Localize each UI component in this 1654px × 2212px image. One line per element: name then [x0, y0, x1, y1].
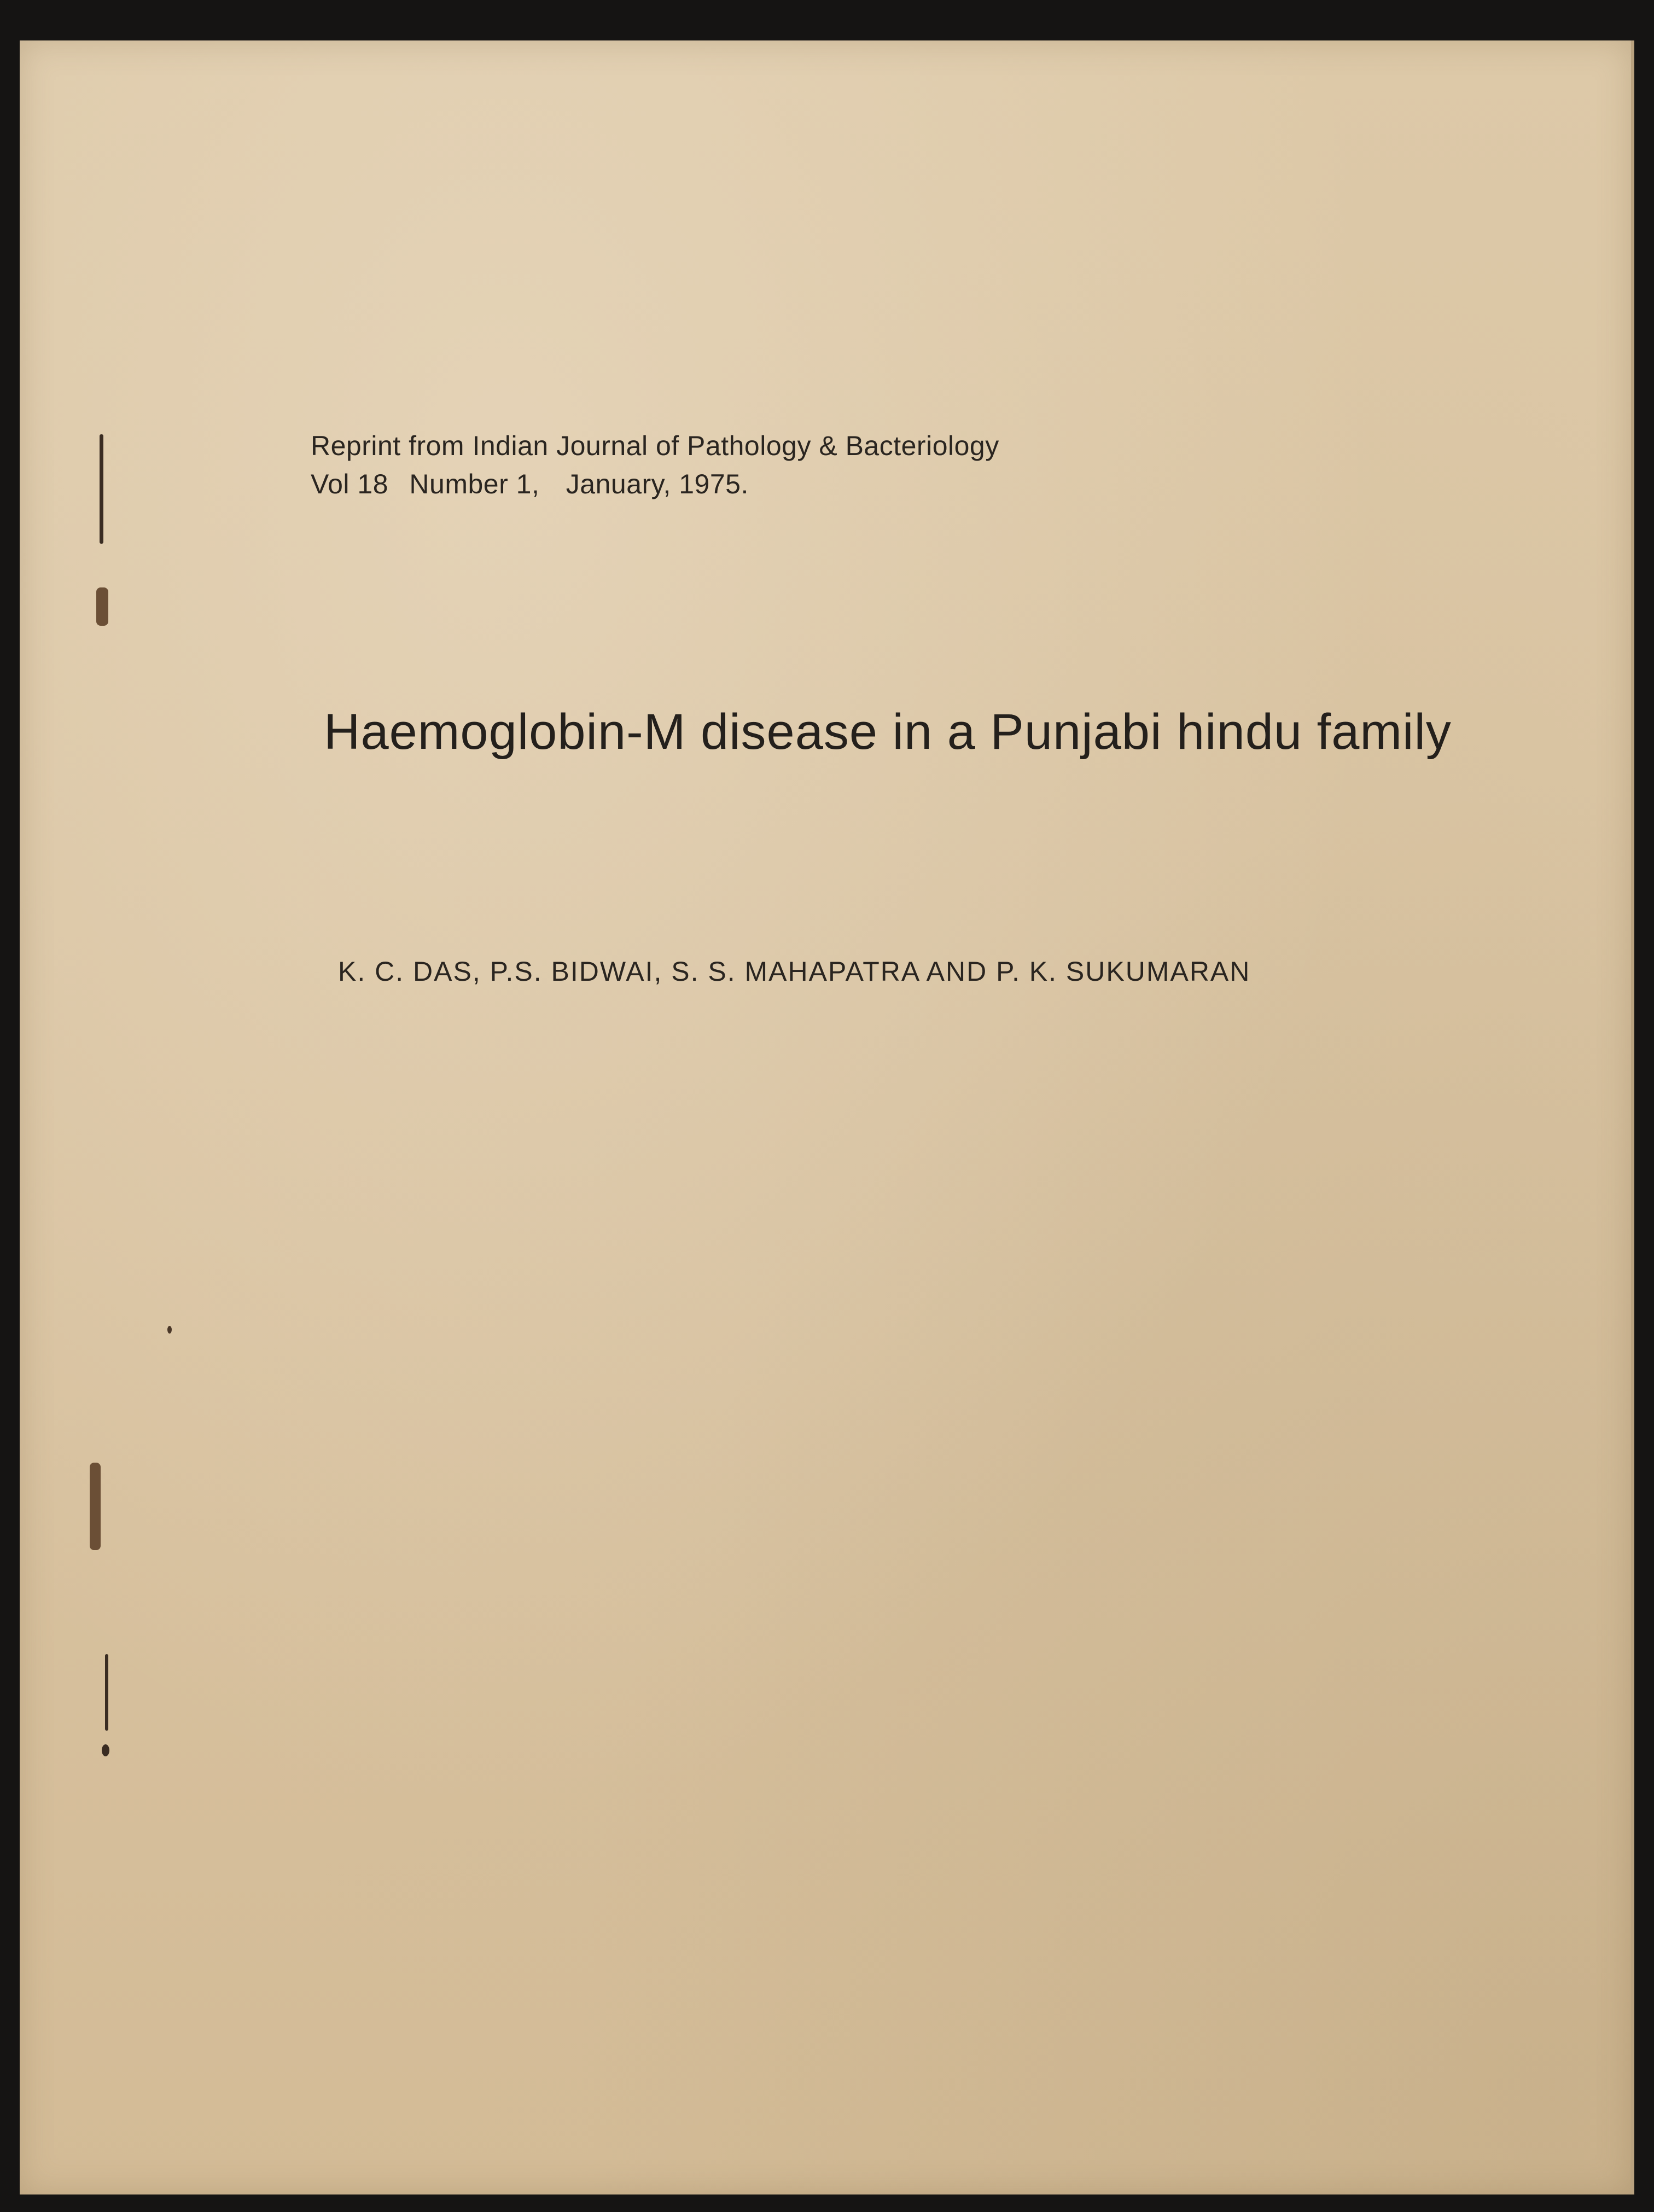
issue-number: Number 1,	[409, 469, 540, 499]
article-authors: K. C. DAS, P.S. BIDWAI, S. S. MAHAPATRA AND P. K. SUKUMARAN	[338, 956, 1251, 987]
reprint-cover-page	[20, 40, 1634, 2194]
binding-hole	[90, 1463, 101, 1550]
binding-hole	[102, 1744, 109, 1756]
issue-date: January, 1975.	[566, 469, 749, 499]
binding-hole	[96, 587, 108, 626]
volume: Vol 18	[311, 469, 389, 499]
issue-line	[311, 465, 999, 503]
binding-stitch	[100, 434, 103, 544]
binding-stitch	[105, 1654, 108, 1731]
journal-citation	[311, 427, 999, 503]
binding-hole	[167, 1326, 172, 1334]
journal-line: Reprint from Indian Journal of Pathology & Bacteriology	[311, 430, 999, 461]
article-title: Haemoglobin-M disease in a Punjabi hindu family	[324, 704, 1452, 760]
